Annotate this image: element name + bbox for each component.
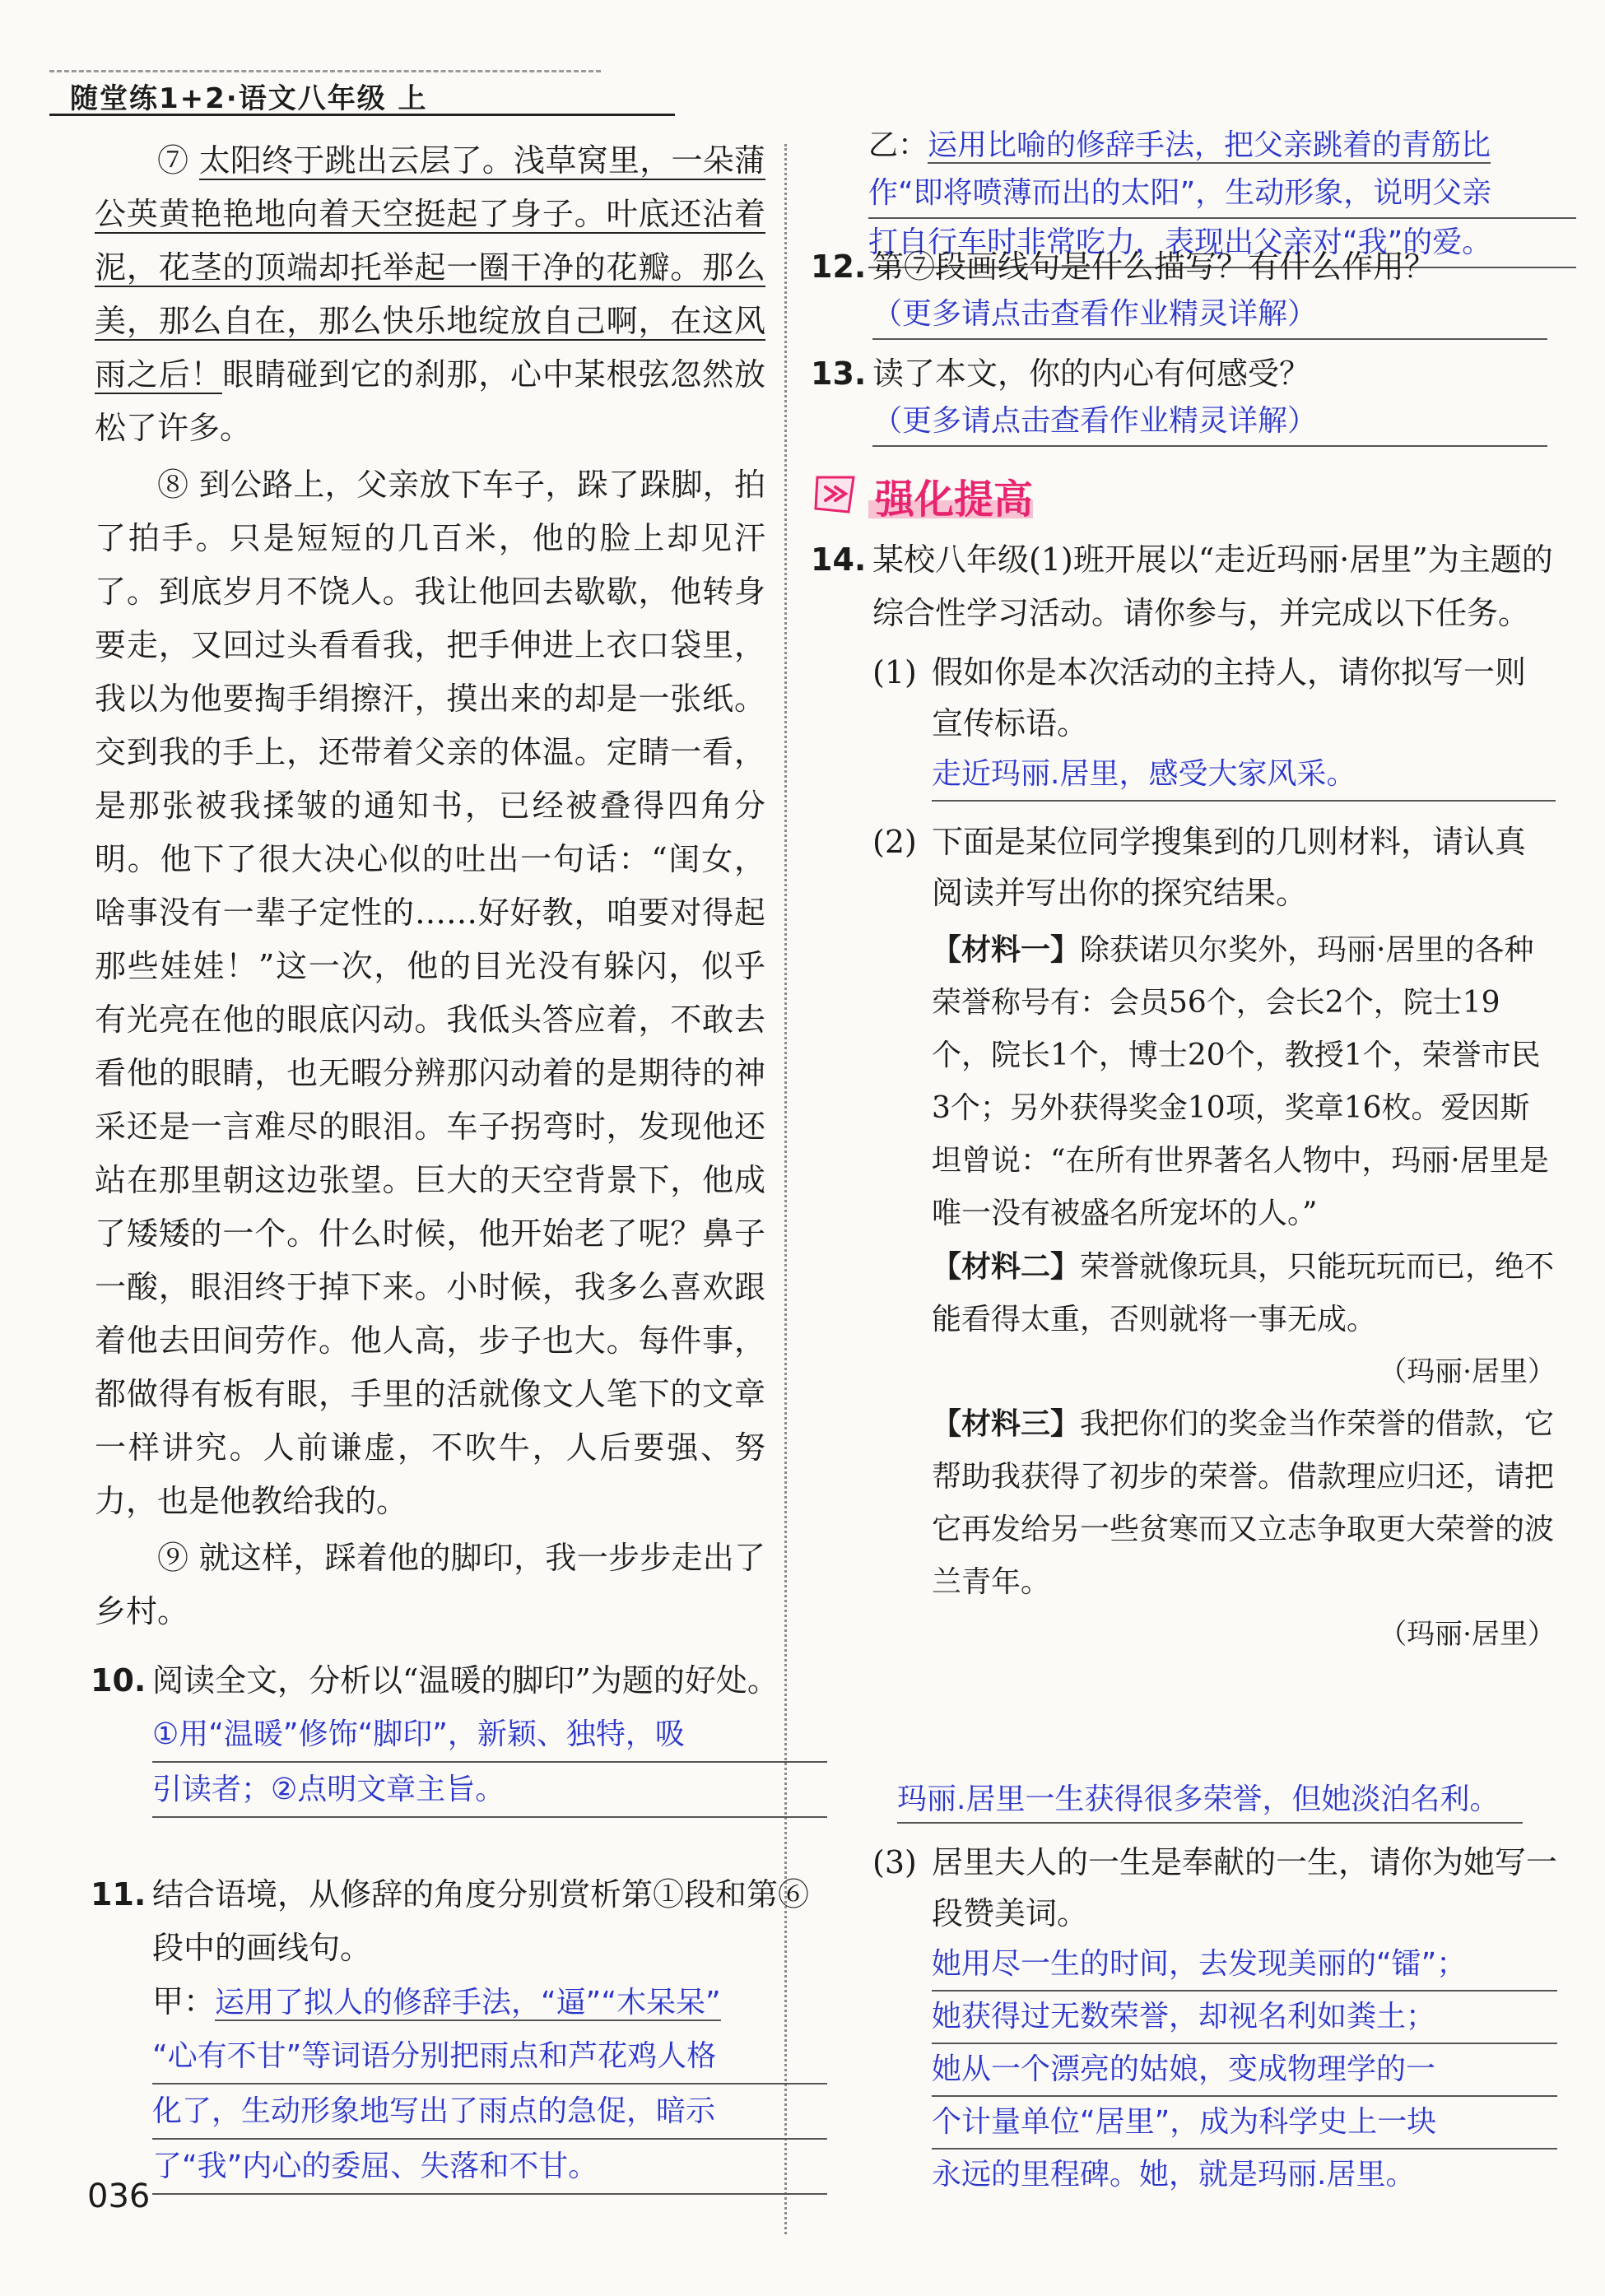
- answer-11-jia-line1: 运用了拟人的修辞手法，“逼”“木呆呆”: [215, 1986, 721, 2019]
- left-column: [95, 134, 765, 1638]
- answer-10-line1: ①用“温暖”修饰“脚印”，新颖、独特，吸: [152, 1708, 827, 1763]
- question-12: 12. 第⑦段画线句是什么描写？有什么作用？ （更多请点击查看作业精灵详解）: [811, 243, 1547, 340]
- answer-11-yi: 乙：运用比喻的修辞手法，把父亲跳着的青筋比 作“即将喷薄而出的太阳”，生动形象，说明父亲 打自行车时非常吃力，表现出父亲对“我”的爱。: [868, 122, 1576, 268]
- answer-12: （更多请点击查看作业精灵详解）: [872, 290, 1547, 340]
- question-14: 14. 某校八年级(1)班开展以“走近玛丽·居里”为主题的综合性学习活动。请你参与，并完成以下任务。 (1) 假如你是本次活动的主持人，请你拟写一则宣传标语。 走近玛丽.居里，感受大家风采。 (2) 下面是某位同学搜集到的几则材料，请认真阅读并写出你的探究结果。 【材料一】除获诺贝尔奖外，玛丽·居里的各种荣誉称号有：会员56个，会长2个，院士19个，院长1个，博士20个，教授1个，荣誉市民3个；另外获得奖金10项，奖章16枚。爱因斯坦曾说：“在所有世界著名人物中，玛丽·居里是唯一没有被盛名所宠坏的人。” 【材料二】荣誉就像玩具，只能玩玩而已，绝不能看得太重，否则就将一事无成。 （玛丽·居里） 【材料三】我把你们的奖金当作荣誉的借款，它帮助我获得了初步的荣誉。借款理应归还，请把它再发给另一些贫寒而又立志争取更大荣誉的波兰青年。 （玛丽·居里）: [811, 533, 1556, 1660]
- question-10: 10. 阅读全文，分析以“温暖的脚印”为题的好处。 ①用“温暖”修饰“脚印”，新颖、独特，吸 引读者；②点明文章主旨。: [91, 1654, 827, 1818]
- material-1: 【材料一】除获诺贝尔奖外，玛丽·居里的各种荣誉称号有：会员56个，会长2个，院士19个，院长1个，博士20个，教授1个，荣誉市民3个；另外获得奖金10项，奖章16枚。爱因斯坦曾说：“在所有世界著名人物中，玛丽·居里是唯一没有被盛名所宠坏的人。”: [932, 932, 1549, 1230]
- header-dashed-rule: [49, 70, 601, 72]
- material-3: 【材料三】我把你们的奖金当作荣誉的借款，它帮助我获得了初步的荣誉。借款理应归还，请把它再发给另一些贫寒而又立志争取更大荣誉的波兰青年。: [932, 1406, 1555, 1599]
- paragraph-7: ⑦ 太阳终于跳出云层了。浅草窝里，一朵蒲公英黄艳艳地向着天空挺起了身子。叶底还沾着泥，花茎的顶端却托举起一圈干净的花瓣。那么美，那么自在，那么快乐地绽放自己啊，在这风雨之后！眼睛碰到它的刹那，心中某根弦忽然放松了许多。: [95, 142, 765, 446]
- answer-10-line2: 引读者；②点明文章主旨。: [152, 1763, 827, 1818]
- answer-11-jia-label: 甲：: [152, 1983, 216, 2019]
- answer-11-jia-line2: “心有不甘”等词语分别把雨点和芦花鸡人格: [152, 2029, 827, 2085]
- header-rule: [49, 114, 675, 116]
- question-14-part-3: (3) 居里夫人的一生是奉献的一生，请你为她写一段赞美词。 她用尽一生的时间，去发现美丽的“镭”； 她获得过无数荣誉，却视名利如粪土； 她从一个漂亮的姑娘，变成物理学的一 个计量单位“居里”，成为科学史上一块 永远的里程碑。她，就是玛丽.居里。: [872, 1844, 1558, 2191]
- question-11: 11. 结合语境，从修辞的角度分别赏析第①段和第⑥段中的画线句。 甲：运用了拟人的修辞手法，“逼”“木呆呆” “心有不甘”等词语分别把雨点和芦花鸡人格 化了，生动形象地写出了雨点的急促，暗示 了“我”内心的委屈、失落和不甘。: [91, 1868, 827, 2195]
- page-number: 036: [87, 2177, 151, 2215]
- answer-11-jia-line4: 了“我”内心的委屈、失落和不甘。: [152, 2140, 827, 2195]
- running-header: 随堂练1+2·语文八年级 上: [70, 82, 428, 115]
- underlined-sentence: 太阳终于跳出云层了。浅草窝里，一朵蒲公英黄艳艳地向着天空挺起了身子。叶底还沾着泥，花茎的顶端却托举起一圈干净的花瓣。那么美，那么自在，那么快乐地绽放自己啊，在这风雨之后！: [95, 142, 765, 393]
- section-heading: [811, 462, 1519, 532]
- material-3-source: （玛丽·居里）: [1379, 1618, 1556, 1651]
- material-2-source: （玛丽·居里）: [1379, 1355, 1556, 1388]
- answer-14-2: 玛丽.居里一生获得很多荣誉，但她淡泊名利。: [897, 1778, 1523, 1824]
- paragraph-8: ⑧ 到公路上，父亲放下车子，跺了跺脚，拍了拍手。只是短短的几百米，他的脸上却见汗了。到底岁月不饶人。我让他回去歇歇，他转身要走，又回过头看看我，把手伸进上衣口袋里，我以为他要掏手绢擦汗，摸出来的却是一张纸。交到我的手上，还带着父亲的体温。定睛一看，是那张被我揉皱的通知书，已经被叠得四角分明。他下了很大决心似的吐出一句话：“闺女，啥事没有一辈子定性的……好好教，咱要对得起那些娃娃！”这一次，他的目光没有躲闪，似乎有光亮在他的眼底闪动。我低头答应着，不敢去看他的眼睛，也无暇分辨那闪动着的是期待的神采还是一言难尽的眼泪。车子拐弯时，发现他还站在那里朝这边张望。巨大的天空背景下，他成了矮矮的一个。什么时候，他开始老了呢？鼻子一酸，眼泪终于掉下来。小时候，我多么喜欢跟着他去田间劳作。他人高，步子也大。每件事，都做得有板有眼，手里的活就像文人笔下的文章一样讲究。人前谦虚，不吹牛，人后要强、努力，也是他教给我的。: [95, 467, 765, 1519]
- question-14-part-1: (1) 假如你是本次活动的主持人，请你拟写一则宣传标语。 走近玛丽.居里，感受大家风采。: [872, 647, 1556, 802]
- question-14-part-2: (2) 下面是某位同学搜集到的几则材料，请认真阅读并写出你的探究结果。 【材料一】除获诺贝尔奖外，玛丽·居里的各种荣誉称号有：会员56个，会长2个，院士19个，院长1个，博士20个，教授1个，荣誉市民3个；另外获得奖金10项，奖章16枚。爱因斯坦曾说：“在所有世界著名人物中，玛丽·居里是唯一没有被盛名所宠坏的人。” 【材料二】荣誉就像玩具，只能玩玩而已，绝不能看得太重，否则就将一事无成。 （玛丽·居里） 【材料三】我把你们的奖金当作荣誉的借款，它帮助我获得了初步的荣誉。借款理应归还，请把它再发给另一些贫寒而又立志争取更大荣誉的波兰青年。 （玛丽·居里）: [872, 816, 1556, 1660]
- question-13: 13. 读了本文，你的内心有何感受？ （更多请点击查看作业精灵详解）: [811, 350, 1547, 447]
- answer-13: （更多请点击查看作业精灵详解）: [872, 397, 1547, 447]
- section-badge-icon: [811, 469, 860, 518]
- answer-11-jia-line3: 化了，生动形象地写出了雨点的急促，暗示: [152, 2085, 827, 2140]
- material-2: 【材料二】荣誉就像玩具，只能玩玩而已，绝不能看得太重，否则就将一事无成。: [932, 1249, 1555, 1336]
- answer-14-1: 走近玛丽.居里，感受大家风采。: [932, 749, 1556, 802]
- paragraph-9: ⑨ 就这样，踩着他的脚印，我一步步走出了乡村。: [95, 1540, 765, 1629]
- section-title: 强化提高: [875, 476, 1034, 523]
- answer-11-yi-label: 乙：: [868, 128, 928, 162]
